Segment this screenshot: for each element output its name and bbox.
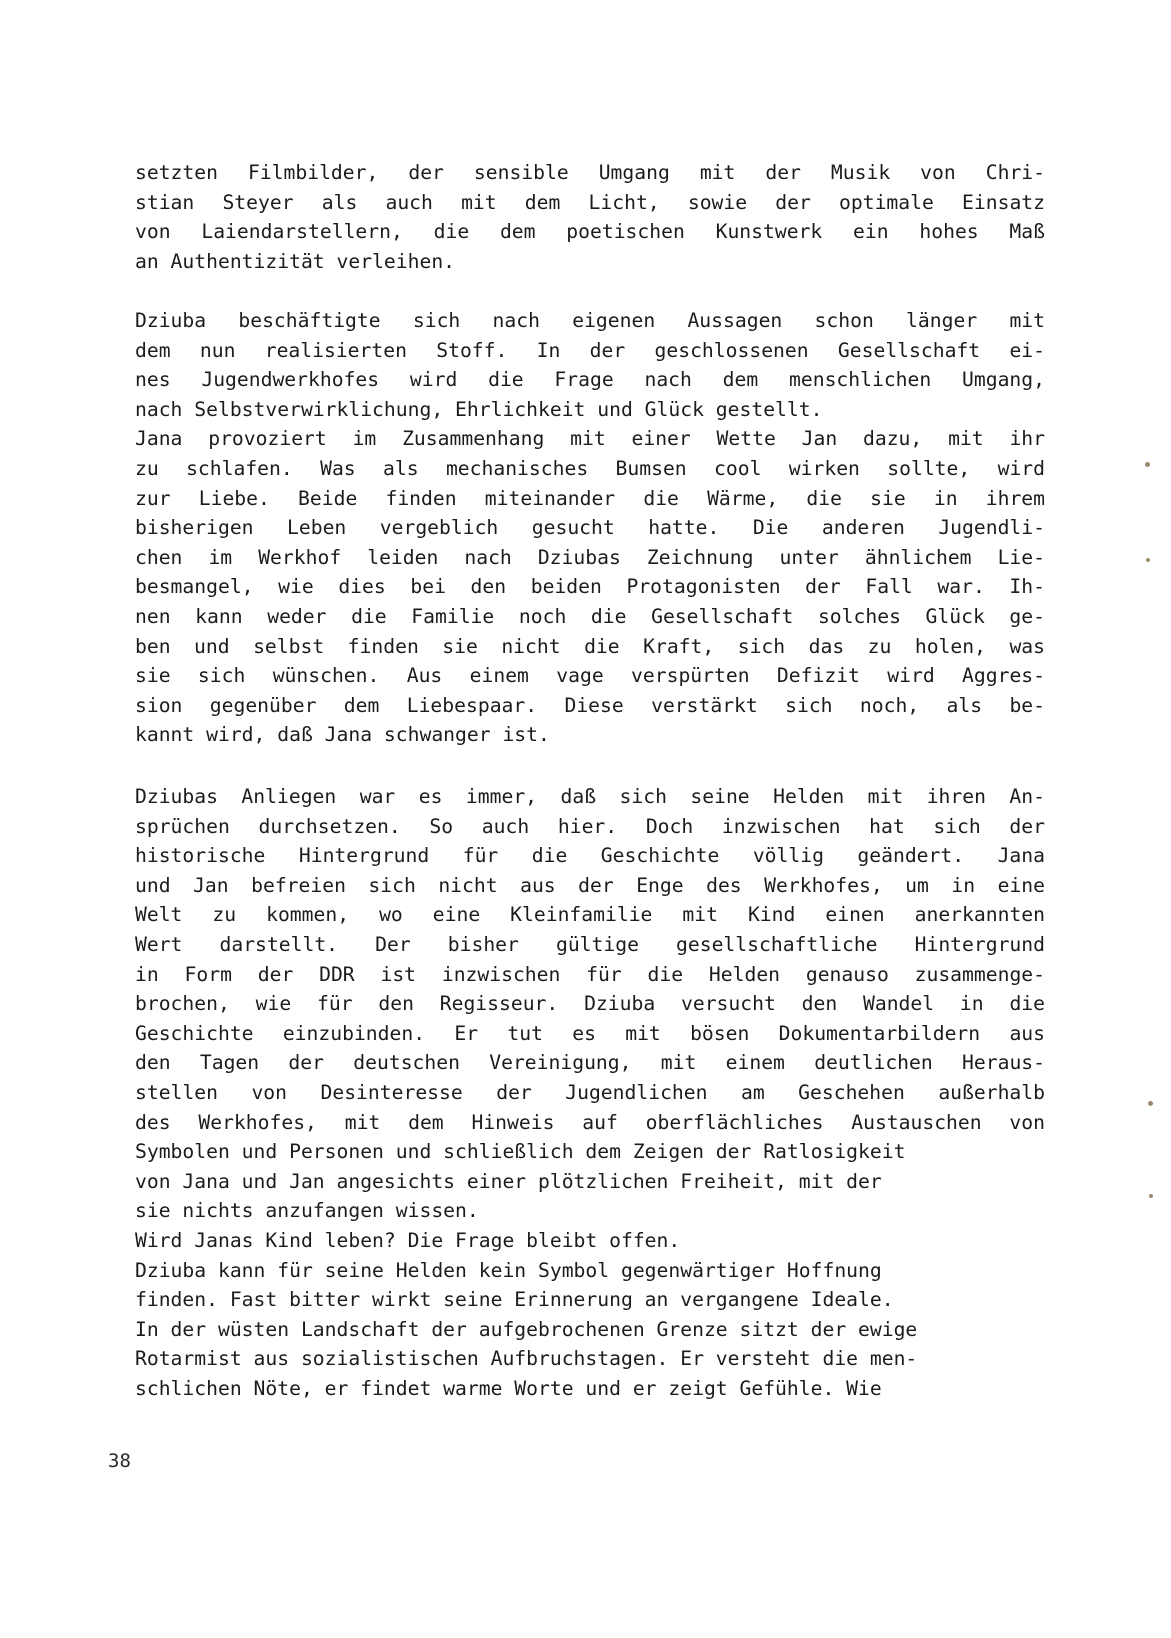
scan-speck: [1148, 1101, 1153, 1106]
text-line: von Laiendarstellern, die dem poetischen Kunstwerk ein hohes Maß: [135, 220, 1045, 244]
text-line: In der wüsten Landschaft der aufgebrochenen Grenze sitzt der ewige: [135, 1317, 918, 1341]
text-line: chen im Werkhof leiden nach Dziubas Zeichnung unter ähnlichem Lie-: [135, 545, 1045, 569]
scan-speck: [1149, 1194, 1153, 1198]
text-line: Rotarmist aus sozialistischen Aufbruchstagen. Er versteht die men-: [135, 1347, 918, 1371]
paragraph-3: [135, 782, 1045, 1403]
text-line: brochen, wie für den Regisseur. Dziuba versucht den Wandel in die: [135, 992, 1045, 1016]
text-line: zur Liebe. Beide finden miteinander die Wärme, die sie in ihrem: [135, 486, 1045, 510]
text-line: bisherigen Leben vergeblich gesucht hatte. Die anderen Jugendli-: [135, 516, 1045, 540]
paragraph-2: [135, 306, 1045, 750]
text-line: sion gegenüber dem Liebespaar. Diese verstärkt sich noch, als be-: [135, 693, 1045, 717]
text-line: Wird Janas Kind leben? Die Frage bleibt offen.: [135, 1228, 681, 1252]
text-line: Dziubas Anliegen war es immer, daß sich seine Helden mit ihren An-: [135, 785, 1045, 808]
scan-speck: [1146, 558, 1150, 562]
text-line: historische Hintergrund für die Geschichte völlig geändert. Jana: [135, 844, 1045, 868]
text-line: besmangel, wie dies bei den beiden Protagonisten der Fall war. Ih-: [135, 575, 1045, 599]
text-line: des Werkhofes, mit dem Hinweis auf oberflächliches Austauschen von: [135, 1110, 1045, 1134]
text-line: sprüchen durchsetzen. So auch hier. Doch inzwischen hat sich der: [135, 814, 1045, 838]
text-line: kannt wird, daß Jana schwanger ist.: [135, 723, 550, 747]
text-line: Geschichte einzubinden. Er tut es mit bösen Dokumentarbildern aus: [135, 1021, 1045, 1045]
text-line: und Jan befreien sich nicht aus der Enge des Werkhofes, um in eine: [135, 873, 1045, 897]
text-line: stian Steyer als auch mit dem Licht, sowie der optimale Einsatz: [135, 190, 1045, 214]
text-line: nen kann weder die Familie noch die Gesellschaft solches Glück ge-: [135, 604, 1045, 628]
text-line: schlichen Nöte, er findet warme Worte und er zeigt Gefühle. Wie: [135, 1376, 882, 1400]
text-line: stellen von Desinteresse der Jugendlichen am Geschehen außerhalb: [135, 1080, 1045, 1104]
text-line: Dziuba beschäftigte sich nach eigenen Aussagen schon länger mit: [135, 309, 1045, 332]
text-line: Wert darstellt. Der bisher gültige gesellschaftliche Hintergrund: [135, 932, 1045, 956]
text-line: setzten Filmbilder, der sensible Umgang mit der Musik von Chri-: [135, 161, 1045, 184]
text-line: Symbolen und Personen und schließlich dem Zeigen der Ratlosigkeit: [135, 1140, 906, 1164]
page-number: 38: [108, 1450, 131, 1472]
text-line: sie sich wünschen. Aus einem vage verspürten Defizit wird Aggres-: [135, 664, 1045, 688]
text-line: von Jana und Jan angesichts einer plötzlichen Freiheit, mit der: [135, 1169, 882, 1193]
text-line: ben und selbst finden sie nicht die Kraft, sich das zu holen, was: [135, 634, 1045, 658]
text-line: in Form der DDR ist inzwischen für die Helden genauso zusammenge-: [135, 962, 1045, 986]
text-line: Jana provoziert im Zusammenhang mit einer Wette Jan dazu, mit ihr: [135, 427, 1045, 451]
text-line: finden. Fast bitter wirkt seine Erinnerung an vergangene Ideale.: [135, 1288, 894, 1312]
text-line: Welt zu kommen, wo eine Kleinfamilie mit Kind einen anerkannten: [135, 903, 1045, 927]
text-line: den Tagen der deutschen Vereinigung, mit einem deutlichen Heraus-: [135, 1051, 1045, 1075]
text-line: dem nun realisierten Stoff. In der geschlossenen Gesellschaft ei-: [135, 338, 1045, 362]
text-line: Dziuba kann für seine Helden kein Symbol gegenwärtiger Hoffnung: [135, 1258, 882, 1282]
text-line: an Authentizität verleihen.: [135, 249, 456, 273]
text-line: sie nichts anzufangen wissen.: [135, 1199, 479, 1223]
paragraph-1: [135, 158, 1045, 276]
scan-speck: [1145, 462, 1150, 467]
text-line: nach Selbstverwirklichung, Ehrlichkeit und Glück gestellt.: [135, 397, 823, 421]
text-line: zu schlafen. Was als mechanisches Bumsen cool wirken sollte, wird: [135, 456, 1045, 480]
text-line: nes Jugendwerkhofes wird die Frage nach dem menschlichen Umgang,: [135, 368, 1045, 392]
